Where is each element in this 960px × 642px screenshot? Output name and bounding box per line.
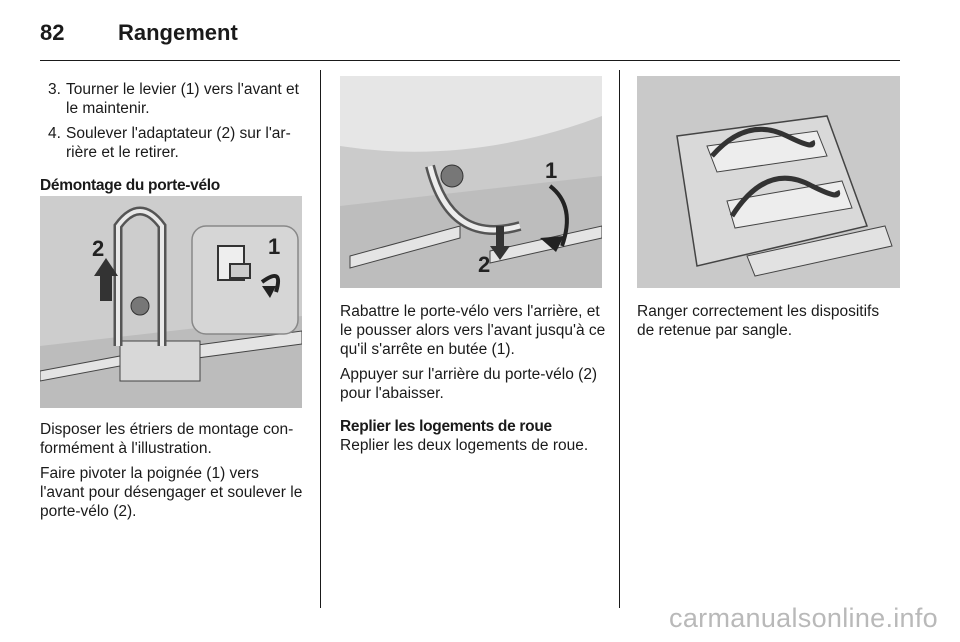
callout-2: 2 [92,236,105,261]
paragraph-ranger: Ranger correctement les dispositifs de retenue par sangle. [637,303,880,339]
illustration-drawing [40,196,302,408]
step-text: Soulever l'adaptateur (2) sur l'ar-rière et le retirer. [66,125,291,161]
paragraph-replier: Replier les deux logements de roue. [340,437,589,454]
header-rule [40,60,900,61]
callout-1: 1 [268,234,281,259]
paragraph-disposer: Disposer les étriers de montage con-formément à l'illustration. [40,421,294,457]
illustration-drawing [340,76,602,288]
page-header [40,14,900,58]
watermark: carmanualsonline.info [669,603,938,633]
page-title: Rangement [118,20,238,45]
column-1 [40,80,304,201]
column-2-text [340,302,606,461]
illustration-fold-carrier [340,76,602,288]
column-1-lower [40,420,304,527]
step-number: 3. [48,81,61,98]
callout-1: 1 [545,158,558,183]
page-number: 82 [40,20,65,45]
paragraph-faire-pivoter: Faire pivoter la poignée (1) vers l'avant pour désengager et soulever le porte-vélo (2). [40,465,303,520]
step-text: Tourner le levier (1) vers l'avant et le maintenir. [66,81,299,117]
subheading-replier: Replier les logements de roue [340,418,552,435]
subheading-demontage: Démontage du porte-vélo [40,177,220,194]
paragraph-appuyer: Appuyer sur l'arrière du porte-vélo (2) pour l'abaisser. [340,366,598,402]
step-3 [40,80,304,118]
column-divider-2 [619,70,620,608]
step-4 [40,124,304,162]
column-divider-1 [320,70,321,608]
callout-2: 2 [478,252,491,277]
illustration-straps-storage [637,76,900,288]
column-3-text [637,302,900,346]
paragraph-rabattre: Rabattre le porte-vélo vers l'arrière, et le pousser alors vers l'avant jusqu'à ce qu'il s'arrête en butée (1). [340,303,606,358]
illustration-drawing [637,76,900,288]
step-number: 4. [48,125,61,142]
illustration-bike-carrier-removal [40,196,302,408]
